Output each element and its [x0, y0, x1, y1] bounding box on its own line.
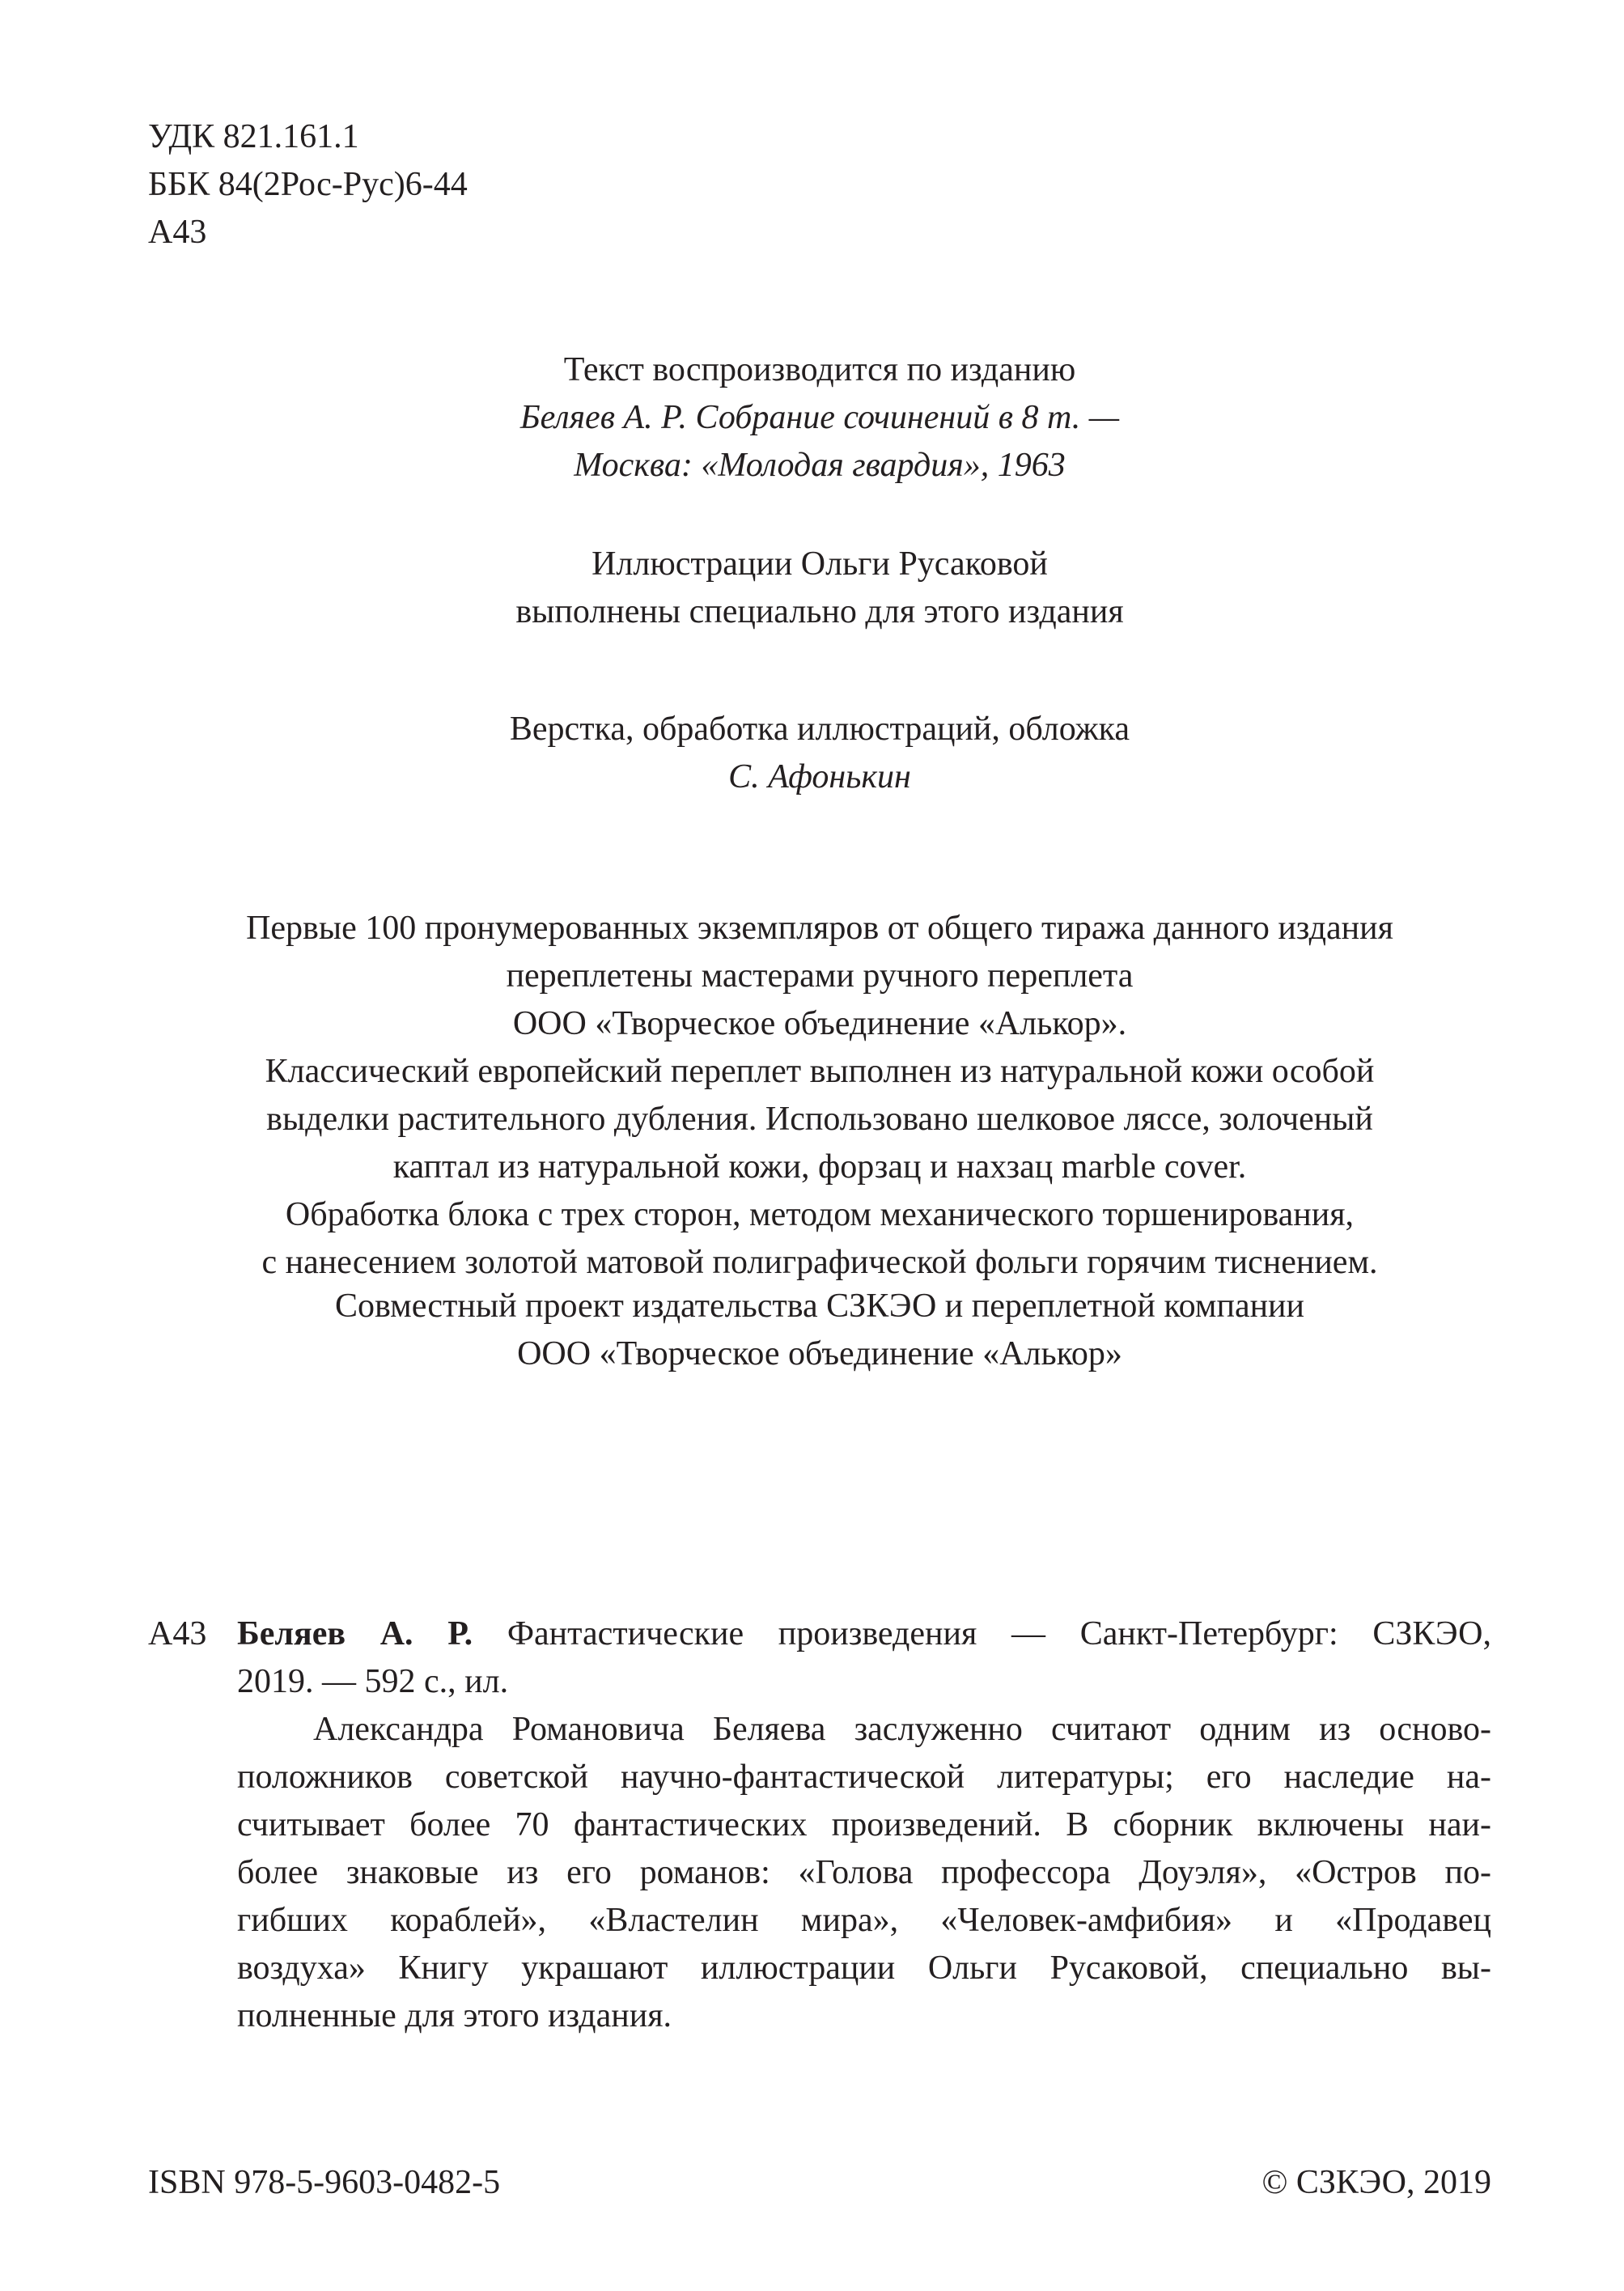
illustrations-note-line: Иллюстрации Ольги Русаковой: [592, 545, 1048, 583]
binding-note-line: Первые 100 пронумерованных экземпляров от общего тиража данного издания: [246, 910, 1393, 947]
binding-note-line: переплетены мастерами ручного переплета: [506, 957, 1134, 995]
annotation-line: гибших кораблей», «Властелин мира», «Человек-амфибия» и «Продавец: [237, 1902, 1491, 1939]
classification-block: [148, 113, 714, 257]
binding-note-line: ООО «Творческое объединение «Алькор».: [512, 1005, 1127, 1042]
illustrations-note-line: выполнены специально для этого издания: [515, 593, 1124, 630]
source-note-line: Беляев А. Р. Собрание сочинений в 8 т. —: [519, 399, 1120, 436]
catalog-title: Фантастические произведения — Санкт-Петербург: СЗКЭО,: [473, 1615, 1491, 1652]
catalog-author-mark: А43: [148, 1615, 207, 1652]
catalog-imprint: 2019. — 592 с., ил.: [237, 1663, 509, 1700]
joint-project-line: ООО «Творческое объединение «Алькор»: [517, 1335, 1122, 1372]
joint-project-note: [148, 1283, 1491, 1378]
layout-designer-name: С. Афонькин: [728, 758, 911, 795]
source-note-line: Текст воспроизводится по изданию: [563, 351, 1076, 388]
annotation-line: более знаковые из его романов: «Голова профессора Доуэля», «Остров по-: [237, 1854, 1491, 1891]
author-mark: А43: [148, 214, 207, 251]
binding-note-line: с нанесением золотой матовой полиграфической фольги горячим тиснением.: [261, 1244, 1378, 1281]
annotation-line: полненные для этого издания.: [237, 1997, 672, 2034]
catalog-entry-body: [237, 1610, 1491, 2040]
binding-note-line: каптал из натуральной кожи, форзац и нахзац marble cover.: [392, 1148, 1247, 1186]
illustrations-note: [148, 541, 1491, 636]
binding-note-line: выделки растительного дубления. Использовано шелковое ляссе, золоченый: [266, 1101, 1373, 1138]
annotation-line: Александра Романовича Беляева заслуженно считают одним из осново-: [313, 1711, 1491, 1748]
layout-credits: [148, 706, 1491, 801]
bbk-code: ББК 84(2Рос-Рус)6-44: [148, 166, 468, 203]
binding-note-line: Обработка блока с трех сторон, методом механического торшенирования,: [285, 1196, 1355, 1233]
source-note-line: Москва: «Молодая гвардия», 1963: [574, 447, 1066, 484]
binding-note: [148, 905, 1491, 1287]
copyright-notice: © СЗКЭО, 2019: [1261, 2164, 1491, 2201]
binding-note-line: Классический европейский переплет выполнен из натуральной кожи особой: [265, 1053, 1375, 1090]
isbn: ISBN 978-5-9603-0482-5: [148, 2164, 501, 2201]
source-edition-note: [148, 346, 1491, 490]
layout-credits-line: Верстка, обработка иллюстраций, обложка: [509, 711, 1130, 748]
udk-code: УДК 821.161.1: [148, 118, 359, 155]
catalog-author: Беляев А. Р.: [237, 1615, 473, 1652]
annotation-line: воздуха» Книгу украшают иллюстрации Ольги Русаковой, специально вы-: [237, 1949, 1491, 1987]
joint-project-line: Совместный проект издательства СЗКЭО и переплетной компании: [334, 1288, 1305, 1325]
catalog-title-line: [237, 1610, 1491, 1658]
annotation-line: считывает более 70 фантастических произведений. В сборник включены наи-: [237, 1806, 1491, 1843]
annotation-line: положников советской научно-фантастической литературы; его наследие на-: [237, 1759, 1491, 1796]
